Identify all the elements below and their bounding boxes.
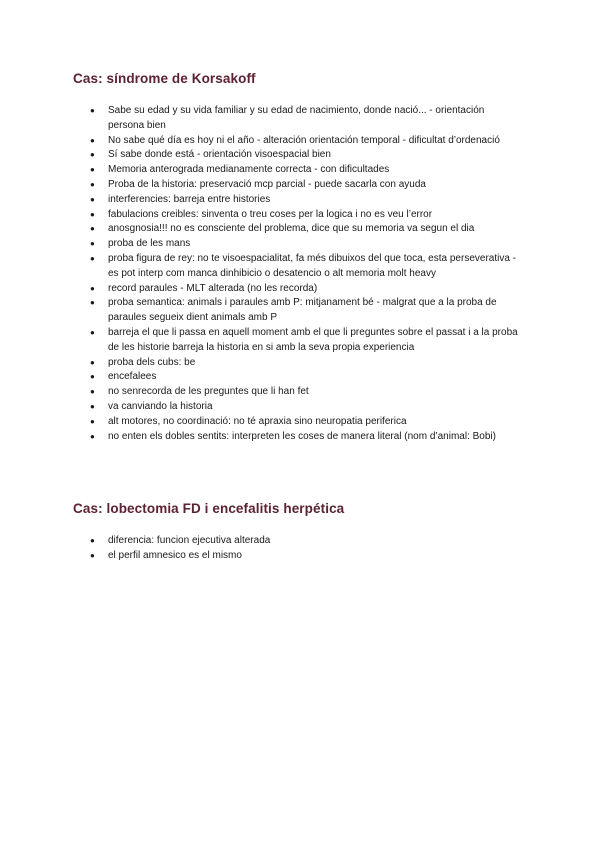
bullet-icon: ● (90, 150, 95, 160)
list-item-text: proba semantica: animals i paraules amb P: mitjanament bé - malgrat que a la proba de paraules segueix dient animals amb P (108, 297, 497, 324)
bullet-icon: ● (90, 431, 95, 441)
list-item-text: proba de les mans (108, 238, 191, 250)
bullet-icon: ● (90, 106, 95, 115)
list-item-text: alt motores, no coordinació: no té apraxia sino neuropatia periferica (108, 415, 407, 427)
list-item (0, 430, 518, 445)
list-item-text: fabulacions creibles: sinventa o treu coses per la logica i no es veu l’error (108, 208, 433, 220)
list-item (0, 148, 518, 163)
list-item-text: encefalees (108, 371, 157, 383)
list-item-text: barreja el que li passa en aquell moment amb el que li preguntes sobre el passat i a la proba de les historie barreja la historia en si amb la seva propia experiencia (108, 326, 518, 353)
list-item-text: Sí sabe donde está - orientación visoespacial bien (108, 149, 331, 161)
list-item-text: proba figura de rey: no te visoespacialitat, fa més dibuixos del que toca, esta perseverativa - es pot interp com manca dinhibicio o desatencio o alt memoria molt heavy (108, 252, 517, 279)
list-item-text: No sabe qué día es hoy ni el año - alteración orientación temporal - dificultat d’ordenació (108, 134, 500, 146)
list-item-text: interferencies: barreja entre histories (108, 193, 271, 205)
bullet-icon: ● (90, 327, 95, 337)
list-item-text: Proba de la historia: preservació mcp parcial - puede sacarla con ayuda (108, 178, 426, 190)
list-item (0, 252, 518, 282)
bullet-icon: ● (90, 298, 95, 308)
list-item (0, 237, 518, 252)
list-item (0, 370, 518, 385)
list-item-text: proba dels cubs: be (108, 356, 196, 368)
bullet-icon: ● (90, 372, 95, 382)
list-item (0, 163, 518, 178)
bullet-icon: ● (90, 253, 95, 263)
bullet-icon: ● (90, 224, 95, 234)
bullet-icon: ● (90, 283, 95, 293)
list-item-text: diferencia: funcion ejecutiva alterada (108, 535, 271, 546)
list-item (0, 400, 518, 415)
list-item (0, 134, 518, 149)
bullet-icon: ● (90, 387, 95, 397)
bullet-icon: ● (90, 239, 95, 249)
list-item (0, 282, 518, 297)
list-item-text: record paraules - MLT alterada (no les recorda) (108, 282, 318, 294)
list-item (0, 385, 518, 400)
list-item (0, 222, 518, 237)
bullet-icon: ● (90, 209, 95, 219)
list-item (0, 549, 518, 564)
bullet-icon: ● (90, 536, 95, 545)
bullet-icon: ● (90, 165, 95, 175)
list-item-text: el perfil amnesico es el mismo (108, 549, 242, 561)
list-item (0, 415, 518, 430)
section-heading-lobectomia: Cas: lobectomia FD i encefalitis herpética (73, 501, 345, 516)
list-item-text: no senrecorda de les preguntes que li han fet (108, 386, 309, 398)
section-heading-korsakoff: Cas: síndrome de Korsakoff (73, 71, 256, 86)
bullet-icon: ● (90, 357, 95, 367)
list-item (0, 178, 518, 193)
list-item-text: Sabe su edad y su vida familiar y su edad de nacimiento, donde nació... - orientación persona bien (108, 105, 485, 131)
bullet-icon: ● (90, 416, 95, 426)
list-item (0, 104, 518, 134)
bullet-icon: ● (90, 135, 95, 145)
list-item (0, 534, 518, 549)
list-item (0, 193, 518, 208)
list-item (0, 208, 518, 223)
list-item (0, 326, 518, 356)
list-item-text: Memoria anterograda medianamente correcta - con dificultades (108, 164, 390, 176)
list-item-text: anosgnosia!!! no es consciente del problema, dice que su memoria va segun el dia (108, 223, 475, 235)
list-item (0, 296, 518, 326)
bullet-icon: ● (90, 179, 95, 189)
bullet-icon: ● (90, 194, 95, 204)
bullet-icon: ● (90, 401, 95, 411)
list-item-text: no enten els dobles sentits: interpreten les coses de manera literal (nom d’animal: Bobi) (108, 430, 496, 442)
list-item-text: va canviando la historia (108, 400, 213, 412)
list-item (0, 356, 518, 371)
korsakoff-notes-list (0, 104, 518, 444)
bullet-icon: ● (90, 550, 95, 560)
lobectomia-notes-list (0, 534, 518, 564)
